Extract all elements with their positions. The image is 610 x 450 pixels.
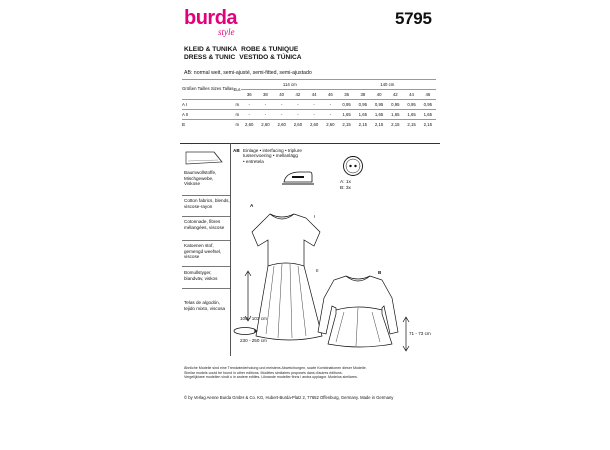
fabric-text-de: Baumwollstoffe, Mischgewebe, Viskose	[184, 170, 217, 186]
tunic-b-drawing	[314, 270, 404, 350]
yardage-cell: 1,65	[371, 110, 387, 120]
length-arrow-icon	[244, 270, 252, 322]
interfacing-line: Einlage • interfacing • triplure	[243, 148, 302, 153]
copyright: © by Verlag Aenne Burda GmbH & Co. KG, Hubert-Burda-Platz 2, 77652 Offenburg, Germany. Made in Germany	[184, 395, 394, 400]
tunic-length: 71 - 73 cm	[409, 331, 431, 336]
size-cell: 44	[306, 90, 322, 100]
yardage-cell: 0,95	[371, 100, 387, 110]
yardage-cell: 2,15	[355, 120, 371, 130]
title-es: VESTIDO & TÚNICA	[239, 54, 302, 61]
yardage-cell: 0,95	[420, 100, 436, 110]
title-fr: ROBE & TUNIQUE	[241, 46, 299, 53]
yardage-cell: -	[274, 100, 290, 110]
hem-width-icon	[232, 326, 258, 336]
row-unit: m	[233, 100, 241, 110]
table-row	[182, 120, 436, 130]
yardage-cell: -	[241, 100, 257, 110]
size-cell: 42	[387, 90, 403, 100]
button-count-a: A: 1x	[340, 180, 351, 185]
fabric-swatch-icon	[184, 148, 224, 168]
size-table-group-1: 114 cm	[241, 80, 338, 90]
yardage-cell: 2,60	[322, 120, 338, 130]
brand-logo: burda	[184, 7, 238, 29]
title-de: KLEID & TUNIKA	[184, 46, 238, 53]
yardage-cell: -	[257, 100, 273, 110]
view-a-variant-ii: II	[316, 268, 319, 273]
pattern-envelope-back	[180, 0, 440, 450]
button-count	[340, 180, 351, 192]
yardage-cell: -	[322, 100, 338, 110]
row-label: A I	[182, 100, 233, 110]
yardage-cell: 1,65	[387, 110, 403, 120]
yardage-cell: 1,65	[355, 110, 371, 120]
yardage-cell: 2,15	[420, 120, 436, 130]
yardage-cell: -	[274, 110, 290, 120]
fabric-separator	[182, 195, 230, 196]
yardage-cell: 2,15	[371, 120, 387, 130]
interfacing-legend	[233, 148, 302, 164]
yardage-cell: 1,65	[339, 110, 355, 120]
yardage-cell: -	[257, 110, 273, 120]
size-cell: 42	[290, 90, 306, 100]
section-divider	[180, 143, 440, 144]
yardage-cell: 0,95	[387, 100, 403, 110]
pattern-number: 5795	[395, 9, 432, 28]
dress-length: 100 - 103 cm	[240, 316, 267, 321]
title-en: DRESS & TUNIC	[184, 54, 236, 61]
size-table-group-2: 140 cm	[339, 80, 437, 90]
size-cell: 40	[371, 90, 387, 100]
fabric-separator	[182, 240, 230, 241]
size-cell: 38	[257, 90, 273, 100]
yardage-cell: 2,60	[257, 120, 273, 130]
fabric-separator	[182, 266, 230, 267]
yardage-cell: 0,95	[355, 100, 371, 110]
yardage-cell: -	[290, 100, 306, 110]
pattern-titles	[184, 46, 306, 62]
row-unit: m	[233, 120, 241, 130]
yardage-cell: 0,95	[403, 100, 419, 110]
size-cell: 46	[420, 90, 436, 100]
button-count-b: B: 3x	[340, 186, 351, 191]
footer-notes	[184, 366, 438, 380]
yardage-cell: 2,60	[274, 120, 290, 130]
fabric-separator	[182, 216, 230, 217]
yardage-cell: 2,60	[306, 120, 322, 130]
yardage-cell: 1,65	[420, 110, 436, 120]
table-row	[182, 100, 436, 110]
size-table-group-row	[182, 80, 436, 90]
yardage-cell: 0,95	[339, 100, 355, 110]
footer-line: Ähnliche Modelle sind eine Trendwiederholung und meistens Abweichungen, sowie Kombinationen dieser Modelle.	[184, 366, 367, 370]
yardage-cell: -	[306, 100, 322, 110]
view-a-label: A	[250, 203, 254, 208]
footer-line: Similar models could be found in other editions. Modèles similaires proposés dans d'autres éditions.	[184, 370, 343, 375]
iron-icon	[280, 168, 316, 188]
button-icon	[342, 155, 364, 177]
size-cell: 40	[274, 90, 290, 100]
interfacing-line: • entretela	[243, 158, 264, 164]
fabric-text-en: Cotton fabrics, blends, viscose-rayon	[184, 198, 230, 209]
size-cell: 36	[241, 90, 257, 100]
row-unit: m	[233, 110, 241, 120]
size-cell: 36	[339, 90, 355, 100]
row-label: A II	[182, 110, 233, 120]
fit-description: AB: normal weit, semi-ajusté, semi-fitted, semi-ajustado	[184, 70, 312, 76]
row-label: B	[182, 120, 233, 130]
footer-line: Vergelijkbare modellen vindt u in andere edities. Liknande modeller finns i andra upplagor. Modelos similares.	[184, 375, 358, 380]
table-row	[182, 110, 436, 120]
fabric-text-es: Telas de algodón, tejido mixto, viscosa	[184, 300, 226, 311]
fabric-separator	[182, 288, 230, 289]
size-cell: 46	[322, 90, 338, 100]
fabric-text-sv: Bomullstyger, blandväv, viskos	[184, 270, 218, 281]
yardage-cell: 1,65	[403, 110, 419, 120]
fabric-text-fr: Cotonnade, fibres mélangées, viscose	[184, 219, 225, 230]
size-cell: 38	[355, 90, 371, 100]
yardage-cell: -	[306, 110, 322, 120]
view-a-variant-i: I	[314, 214, 316, 219]
interfacing-views-label: AB	[233, 148, 240, 153]
yardage-cell: -	[322, 110, 338, 120]
size-table-header-label: Größen Tailles Sizes Tallas	[182, 80, 233, 100]
yardage-cell: -	[241, 110, 257, 120]
yardage-cell: 2,15	[403, 120, 419, 130]
brand-logo-sub: style	[218, 27, 235, 37]
fabric-text-nl: Katoenen stof, gemengd weefsel, viscose	[184, 243, 222, 259]
interfacing-line: tussenvoering • mellanlägg	[243, 153, 298, 159]
size-table	[182, 79, 436, 129]
yardage-cell: 2,15	[339, 120, 355, 130]
column-divider	[230, 143, 231, 356]
size-table-unit-header: Eur.	[233, 80, 241, 100]
size-cell: 44	[403, 90, 419, 100]
yardage-cell: 2,60	[241, 120, 257, 130]
yardage-cell: 2,60	[290, 120, 306, 130]
yardage-cell: -	[290, 110, 306, 120]
hem-width: 230 - 250 cm	[240, 338, 267, 343]
yardage-cell: 2,15	[387, 120, 403, 130]
view-b-label: B	[378, 270, 382, 275]
